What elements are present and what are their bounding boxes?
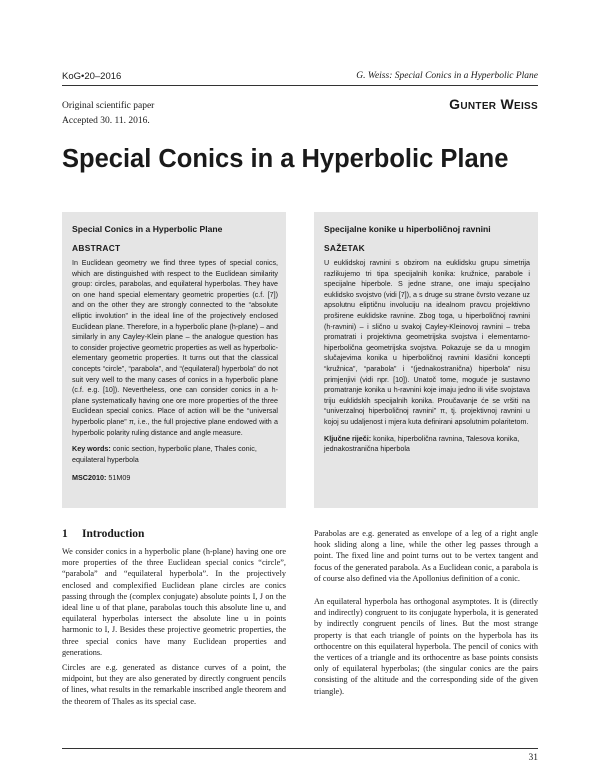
section-number: 1 bbox=[62, 528, 68, 540]
sazetak-title: Specijalne konike u hiperboličnoj ravnini bbox=[324, 224, 491, 234]
sazetak-text: U euklidskoj ravnini s obzirom na euklidsku grupu simetrija razlikujemo tri tipa specijalnih konika: kružnice, parabole i specijalne hiperbole. S jedne strane, one imaju specijalno euklidsko svojstvo (vidi [7]), a s druge su strane čvrsto vezane uz apsolutnu eliptičnu involuciju na idealnom pravcu projektivno proširene euklidske ravnine. Zbog toga, u hiperboličnoj ravnini (h-ravnini) – i slično u svakoj Cayley-Kleinovoj ravnini – treba promatrati i projektivna geometrijska svojstva i elementarno-hiperbolična geometrijska svojstva. Pokazuje se da u mnogim slučajevima konika u hiperboličnoj ravnini klasični koncepti “kružnica”, “parabola” i “(jednakostranična) hiperbola” nisu primjenjivi (vidi npr. [10]). Unatoč tome, moguće je sustavno promatranje konika u h-ravnini koje imaju jedno ili više svojstava triju euklidskih specijalnih konika. Proučavanje će se vršiti na “univerzalnoj hiperboličnoj ravnini” π, tj. projektivnoj ravnini u kojoj su udaljenost i mjera kuta definirani apsolutnim polaritetom. bbox=[324, 259, 530, 426]
abstract-label: ABSTRACT bbox=[72, 243, 121, 253]
section-heading bbox=[62, 528, 144, 540]
paper-type: Original scientific paper bbox=[62, 101, 155, 111]
body-paragraph: Parabolas are e.g. generated as envelope of a leg of a right angle hook sliding along a line, while the other leg passes through a point. The fixed line and point turns out to be vertex tangent and focus of the generated parabola. As a Euclidean conic, a parabola is of course also defined via the Apollonius definition of a conic. bbox=[314, 529, 538, 583]
paper-info bbox=[62, 99, 154, 129]
abstract-title: Special Conics in a Hyperbolic Plane bbox=[72, 224, 223, 234]
keywords-label: Key words: bbox=[72, 444, 111, 454]
kljucne-rijeci-label: Ključne riječi: bbox=[324, 433, 372, 443]
kljucne-rijeci bbox=[324, 434, 530, 455]
running-title: G. Weiss: Special Conics in a Hyperbolic Plane bbox=[356, 71, 538, 81]
journal-header: KoG•20–2016 bbox=[62, 71, 122, 82]
header-rule bbox=[62, 85, 538, 86]
abstract-text: In Euclidean geometry we find three types of special conics, which are distinguished with respect to the Euclidean similarity group: circles, parabolas, and equilateral hyperbolas. They have on one hand special elementary geometric properties (c.f. [7]) and on the other they are strongly connected to the “absolute elliptic involution” in the ideal line of the projectively enclosed Euclidean plane. Therefore, in a hyperbolic plane (h-plane) – and similarly in any Cayley-Klein plane – the analogue question has to consider projective geometric properties as well as hyperbolic-elementary geometric properties. It turns out that the classical concepts “circle”, “parabola”, and “(equilateral) hyperbola” do not suit very well to the many cases of conics in a hyperbolic plane (c.f. e.g. [10]). Nevertheless, one can consider conics in a h-plane systematically having one ore more properties of the three Euclidean special conics. Place of action will be the “universal hyperbolic plane” π, i.e., the full projective plane endowed with a hyperbolic polarity ruling distance and angle measure. bbox=[72, 259, 278, 437]
abstract-croatian bbox=[314, 212, 538, 508]
msc-classification bbox=[72, 473, 278, 482]
kljucne-rijeci-text: konika, hiperbolična ravnina, Talesova konika, jednakostranična hiperbola bbox=[324, 433, 520, 454]
keywords bbox=[72, 444, 278, 465]
accepted-date: Accepted 30. 11. 2016. bbox=[62, 116, 150, 126]
body-column-right bbox=[314, 528, 538, 701]
body-column-left bbox=[62, 546, 286, 711]
keywords-text: conic section, hyperbolic plane, Thales conic, equilateral hyperbola bbox=[72, 444, 257, 464]
author-name: Gunter Weiss bbox=[449, 96, 538, 112]
paper-title: Special Conics in a Hyperbolic Plane bbox=[62, 145, 509, 173]
body-paragraph: An equilateral hyperbola has orthogonal asymptotes. It is (directly and indirectly) congruent to its conjugate hyperbola, it is generated by indirectly congruent pencils of lines. But the most strange property is that each triangle of points on the hyperbola has its orthocentre on this equilateral hyperbola. The pencil of conics with the vertices of a triangle and its orthocentre as base points consists only of equilateral hyperbolas; (the singular conics are the pairs consisting of the altitude and the corresponding side of the given triangle). bbox=[314, 597, 538, 696]
body-paragraph: Circles are e.g. generated as distance curves of a point, the midpoint, but they are also generated by directly congruent pencils of lines, what results in the remarkable inscribed angle theorem and the theorem of Thales as its special case. bbox=[62, 663, 286, 706]
msc-label: MSC2010: bbox=[72, 473, 107, 483]
body-paragraph: We consider conics in a hyperbolic plane (h-plane) having one ore more properties of the three Euclidean special conics “circle”, “parabola” and “equilateral hyperbola”. In the projectively enclosed and complexified Euclidean plane circles are conics passing through the (complex conjugate) absolute points I, J on the ideal line u of that plane, parabolas touch this absolute line u, and equilateral hyperbolas intersect the absolute line u in points harmonic to I, J. Besides these projective geometric properties, the three special conics have many Euclidean properties and generations. bbox=[62, 547, 286, 657]
page-number: 31 bbox=[528, 753, 538, 763]
footer-rule bbox=[62, 748, 538, 749]
msc-code: 51M09 bbox=[108, 473, 131, 483]
abstract-english bbox=[62, 212, 286, 508]
sazetak-label: SAŽETAK bbox=[324, 243, 366, 253]
section-title: Introduction bbox=[82, 528, 145, 540]
